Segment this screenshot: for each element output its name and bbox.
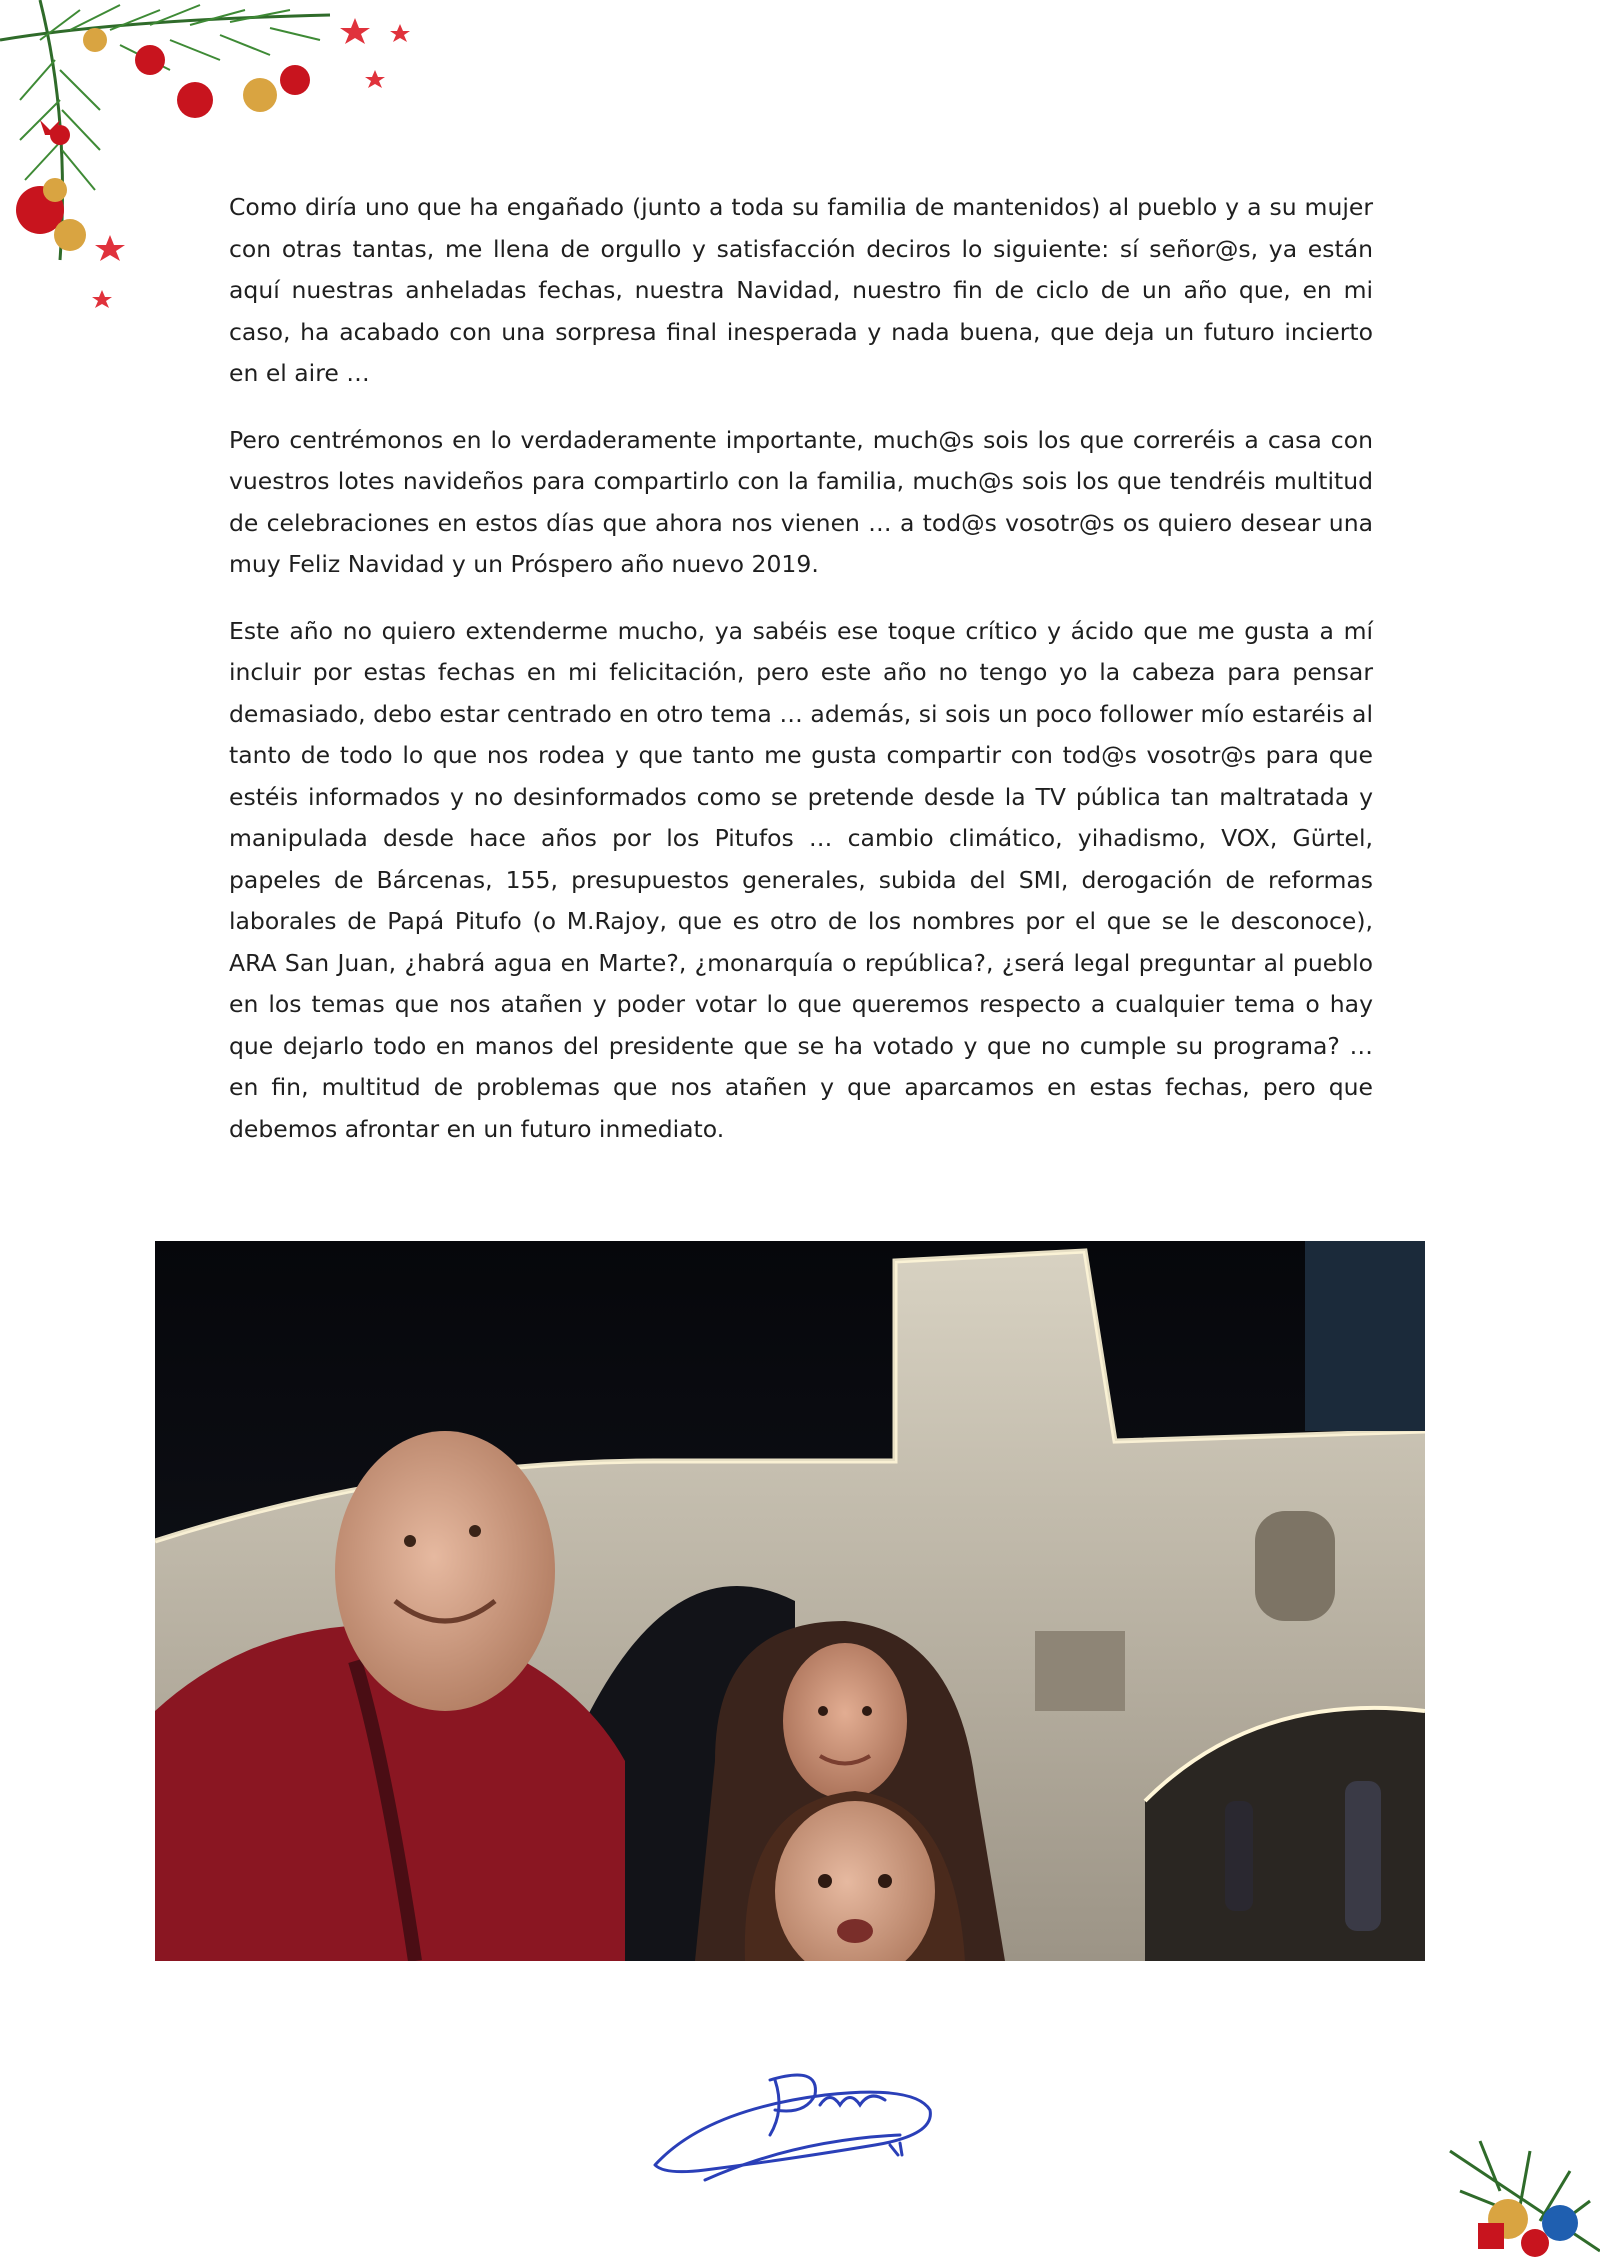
letter-body (229, 187, 1373, 1175)
paragraph-closing: Este año no quiero extenderme mucho, ya sabéis ese toque crítico y ácido que me gusta a mí incluir por estas fechas en mi felicitación, pero este año no tengo yo la cabeza para pensar demasiado, debo estar centrado en otro tema … además, si sois un poco follower mío estaréis al tanto de todo lo que nos rodea y que tanto me gusta compartir con tod@s vosotr@s para que estéis informados y no desinformados como se pretende desde la TV pública tan maltratada y manipulada desde hace años por los Pitufos … cambio climático, yihadismo, VOX, Gürtel, papeles de Bárcenas, 155, presupuestos generales, subida del SMI, derogación de reformas laborales de Papá Pitufo (o M.Rajoy, que es otro de los nombres por el que se le desconoce), ARA San Juan, ¿habrá agua en Marte?, ¿monarquía o república?, ¿será legal preguntar al pueblo en los temas que nos atañen y poder votar lo que queremos respecto a cualquier tema o hay que dejarlo todo en manos del presidente que se ha votado y que no cumple su programa? … en fin, multitud de problemas que nos atañen y que aparcamos en estas fechas, pero que debemos afrontar en un futuro inmediato. (229, 616, 1373, 1143)
paragraph-greeting: Pero centrémonos en lo verdaderamente importante, much@s sois los que correréis a casa con vuestros lotes navideños para compartirlo con la familia, much@s sois los que tendréis multitud de celebraciones en estos días que ahora nos vienen … a tod@s vosotr@s os quiero desear una muy Feliz Navidad y un Próspero año nuevo 2019. (229, 425, 1373, 578)
signature-mark (645, 2050, 945, 2185)
paragraph-intro: Como diría uno que ha engañado (junto a toda su familia de mantenidos) al pueblo y a su mujer con otras tantas, me llena de orgullo y satisfacción deciros lo siguiente: sí señor@s, ya están aquí nuestras anheladas fechas, nuestra Navidad, nuestro fin de ciclo de un año que, en mi caso, ha acabado con una sorpresa final inesperada y nada buena, que deja un futuro incierto en el aire … (229, 193, 1373, 387)
christmas-ornament-icon (1420, 2131, 1600, 2261)
family-selfie-photo (155, 1241, 1425, 1961)
